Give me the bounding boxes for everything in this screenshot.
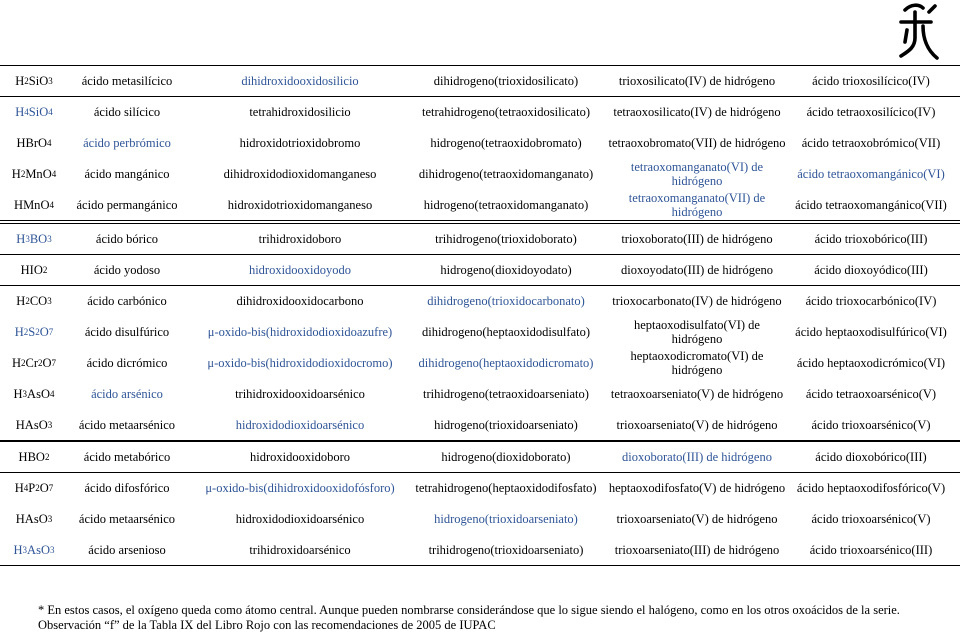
formula-cell: H 2 S 2 O 7 [14, 325, 54, 339]
common-name-cell: ácido yodoso [93, 263, 161, 277]
hydrogen-name-cell: hidrogeno(tetraoxidomanganato) [423, 198, 589, 212]
stock-name-cell: trioxoarseniato(V) de hidrógeno [616, 512, 778, 526]
systematic-acid-name-cell: ácido tetraoxosilícico(IV) [806, 105, 936, 119]
common-name-cell: ácido dicrómico [86, 356, 168, 370]
additive-name-cell: hidroxidotrioxidomanganeso [227, 198, 373, 212]
common-name-cell: ácido arsenioso [88, 543, 166, 557]
formula-cell: H 4 P 2 O 7 [14, 481, 54, 495]
stock-name-cell: dioxoyodato(III) de hidrógeno [620, 263, 774, 277]
table-row [0, 379, 960, 409]
systematic-acid-name-cell: ácido trioxoarsénico(V) [811, 512, 931, 526]
hydrogen-name-cell: hidrogeno(trioxidoarseniato) [434, 418, 578, 432]
formula-cell: HAsO 3 [15, 418, 53, 432]
table-row [0, 159, 960, 189]
table-row [0, 348, 960, 378]
table-row [0, 66, 960, 96]
stock-name-cell: tetraoxomanganato(VI) de hidrógeno [630, 160, 764, 188]
footnotes [38, 603, 900, 633]
systematic-acid-name-cell: ácido tetraoxobrómico(VII) [801, 136, 941, 150]
hydrogen-name-cell: tetrahidrogeno(tetraoxidosilicato) [422, 105, 590, 119]
additive-name-cell: hidroxidooxidoboro [250, 450, 350, 464]
additive-name-cell: hidroxidotrioxidobromo [239, 136, 361, 150]
common-name-cell: ácido mangánico [84, 167, 170, 181]
formula-cell: H 2 SiO 3 [15, 74, 53, 88]
formula-cell: H 2 MnO 4 [11, 167, 57, 181]
stock-name-cell: tetraoxosilicato(IV) de hidrógeno [613, 105, 781, 119]
hydrogen-name-cell: hidrogeno(dioxidoyodato) [440, 263, 572, 277]
table-row [0, 128, 960, 158]
common-name-cell: ácido metabórico [83, 450, 171, 464]
hydrogen-name-cell: hidrogeno(trioxidoarseniato) [434, 512, 578, 526]
additive-name-cell: dihidroxidodioxidomanganeso [223, 167, 377, 181]
additive-name-cell: μ-oxido-bis(hidroxidodioxidoazufre) [207, 325, 393, 339]
table-row [0, 97, 960, 127]
formula-cell: HBO 2 [18, 450, 50, 464]
systematic-acid-name-cell: ácido heptaoxodisulfúrico(VI) [795, 325, 947, 339]
hydrogen-name-cell: dihidrogeno(trioxidocarbonato) [427, 294, 585, 308]
stock-name-cell: heptaoxodifosfato(V) de hidrógeno [608, 481, 786, 495]
additive-name-cell: μ-oxido-bis(dihidroxidooxidofósforo) [205, 481, 395, 495]
stock-name-cell: tetraoxomanganato(VII) de hidrógeno [628, 191, 766, 219]
formula-cell: H 3 BO 3 [16, 232, 52, 246]
common-name-cell: ácido difosfórico [84, 481, 170, 495]
formula-cell: H 4 SiO 4 [15, 105, 53, 119]
systematic-acid-name-cell: ácido tetraoxomangánico(VI) [797, 167, 945, 181]
stock-name-cell: tetraoxobromato(VII) de hidrógeno [608, 136, 786, 150]
common-name-cell: ácido carbónico [87, 294, 167, 308]
table-row [0, 190, 960, 220]
formula-cell: HIO 2 [20, 263, 48, 277]
systematic-acid-name-cell: ácido trioxocarbónico(IV) [805, 294, 937, 308]
hydrogen-name-cell: trihidrogeno(trioxidoarseniato) [428, 543, 584, 557]
common-name-cell: ácido disulfúrico [84, 325, 170, 339]
systematic-acid-name-cell: ácido trioxosilícico(IV) [812, 74, 930, 88]
common-name-cell: ácido bórico [95, 232, 159, 246]
additive-name-cell: hidroxidodioxidoarsénico [235, 512, 365, 526]
hydrogen-name-cell: hidrogeno(tetraoxidobromato) [430, 136, 582, 150]
common-name-cell: ácido metaarsénico [78, 418, 176, 432]
additive-name-cell: tetrahidroxidosilicio [249, 105, 351, 119]
table-row [0, 410, 960, 440]
stock-name-cell: heptaoxodicromato(VI) de hidrógeno [630, 349, 764, 377]
row-group [0, 65, 960, 97]
systematic-acid-name-cell: ácido trioxoarsénico(V) [811, 418, 931, 432]
additive-name-cell: trihidroxidoboro [258, 232, 342, 246]
systematic-acid-name-cell: ácido tetraoxomangánico(VII) [795, 198, 947, 212]
row-group [0, 254, 960, 286]
additive-name-cell: hidroxidodioxidoarsénico [235, 418, 365, 432]
formula-cell: H 3 AsO 3 [13, 543, 55, 557]
row-group [0, 472, 960, 566]
hydrogen-name-cell: tetrahidrogeno(heptaoxidodifosfato) [415, 481, 597, 495]
common-name-cell: ácido permangánico [76, 198, 178, 212]
table-row [0, 286, 960, 316]
systematic-acid-name-cell: ácido trioxoarsénico(III) [809, 543, 933, 557]
stock-name-cell: trioxoborato(III) de hidrógeno [621, 232, 773, 246]
additive-name-cell: dihidroxidooxidocarbono [236, 294, 364, 308]
formula-cell: H 2 CO 3 [16, 294, 52, 308]
row-group [0, 441, 960, 473]
hydrogen-name-cell: dihidrogeno(heptaoxidodicromato) [418, 356, 594, 370]
common-name-cell: ácido perbrómico [83, 136, 171, 150]
table-row [0, 255, 960, 285]
additive-name-cell: dihidroxidooxidosilicio [241, 74, 359, 88]
stock-name-cell: tetraoxoarseniato(V) de hidrógeno [610, 387, 784, 401]
formula-cell: HBrO 4 [16, 136, 52, 150]
formula-cell: HAsO 3 [15, 512, 53, 526]
table-row [0, 535, 960, 565]
common-name-cell: ácido arsénico [91, 387, 163, 401]
additive-name-cell: μ-oxido-bis(hidroxidodioxidocromo) [207, 356, 393, 370]
formula-cell: HMnO 4 [14, 198, 54, 212]
stock-name-cell: trioxoarseniato(V) de hidrógeno [616, 418, 778, 432]
formula-cell: H 2 Cr 2 O 7 [11, 356, 57, 370]
common-name-cell: ácido silícico [93, 105, 161, 119]
table-row [0, 442, 960, 472]
hydrogen-name-cell: hidrogeno(dioxidoborato) [441, 450, 571, 464]
systematic-acid-name-cell: ácido dioxobórico(III) [815, 450, 927, 464]
footnote-central-oxygen: * En estos casos, el oxígeno queda como átomo central. Aunque pueden nombrarse considerándose que lo sigue siendo el halógeno, como en los otros oxoácidos de la serie. [38, 603, 900, 617]
table-row [0, 504, 960, 534]
table-row [0, 317, 960, 347]
stock-name-cell: dioxoborato(III) de hidrógeno [622, 450, 772, 464]
common-name-cell: ácido metaarsénico [78, 512, 176, 526]
common-name-cell: ácido metasilícico [81, 74, 173, 88]
systematic-acid-name-cell: ácido heptaoxodicrómico(VI) [796, 356, 946, 370]
hydrogen-name-cell: dihidrogeno(tetraoxidomanganato) [418, 167, 594, 181]
stock-name-cell: heptaoxodisulfato(VI) de hidrógeno [633, 318, 760, 346]
glyph-logo-icon [893, 2, 941, 64]
systematic-acid-name-cell: ácido heptaoxodifosfórico(V) [796, 481, 946, 495]
additive-name-cell: trihidroxidoarsénico [249, 543, 351, 557]
footnote-iupac-observation: Observación “f” de la Tabla IX del Libro Rojo con las recomendaciones de 2005 de IUPAC [38, 618, 496, 632]
hydrogen-name-cell: dihidrogeno(heptaoxidodisulfato) [421, 325, 591, 339]
table-row [0, 224, 960, 254]
systematic-acid-name-cell: ácido trioxobórico(III) [814, 232, 928, 246]
hydrogen-name-cell: trihidrogeno(trioxidoborato) [435, 232, 577, 246]
table-row [0, 473, 960, 503]
row-group [0, 96, 960, 221]
hydrogen-name-cell: dihidrogeno(trioxidosilicato) [433, 74, 579, 88]
stock-name-cell: trioxoarseniato(III) de hidrógeno [614, 543, 780, 557]
stock-name-cell: trioxocarbonato(IV) de hidrógeno [612, 294, 782, 308]
formula-cell: H 3 AsO 4 [13, 387, 55, 401]
systematic-acid-name-cell: ácido dioxoyódico(III) [814, 263, 928, 277]
additive-name-cell: hidroxidooxidoyodo [248, 263, 352, 277]
systematic-acid-name-cell: ácido tetraoxoarsénico(V) [805, 387, 937, 401]
additive-name-cell: trihidroxidooxidoarsénico [235, 387, 365, 401]
stock-name-cell: trioxosilicato(IV) de hidrógeno [618, 74, 776, 88]
row-group [0, 285, 960, 441]
row-group [0, 223, 960, 255]
hydrogen-name-cell: trihidrogeno(tetraoxidoarseniato) [423, 387, 589, 401]
